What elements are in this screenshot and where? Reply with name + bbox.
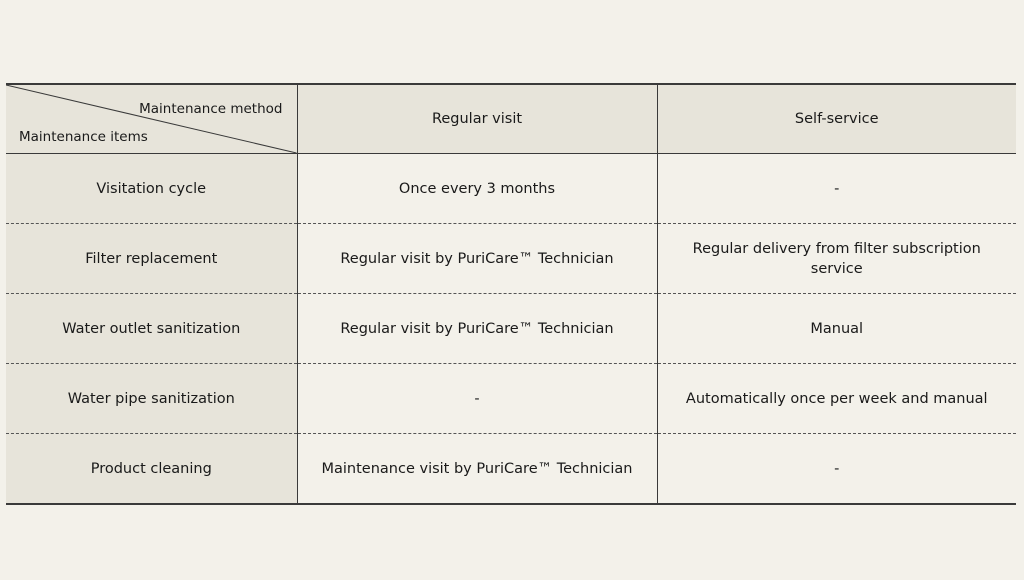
regular-visit-cell: - xyxy=(297,364,657,434)
column-header-self-service: Self-service xyxy=(657,84,1016,154)
regular-visit-cell: Maintenance visit by PuriCare™ Technician xyxy=(297,434,657,505)
self-service-cell: Automatically once per week and manual xyxy=(657,364,1016,434)
table-row xyxy=(6,154,1016,224)
table-header-row xyxy=(6,84,1016,154)
regular-visit-cell: Regular visit by PuriCare™ Technician xyxy=(297,294,657,364)
table-row xyxy=(6,294,1016,364)
row-item-label: Visitation cycle xyxy=(6,154,297,224)
corner-header-cell xyxy=(6,84,297,154)
self-service-cell: Manual xyxy=(657,294,1016,364)
corner-label-items: Maintenance items xyxy=(19,129,148,145)
self-service-cell: Regular delivery from filter subscription service xyxy=(657,224,1016,294)
self-service-cell: - xyxy=(657,434,1016,505)
regular-visit-cell: Regular visit by PuriCare™ Technician xyxy=(297,224,657,294)
row-item-label: Water pipe sanitization xyxy=(6,364,297,434)
corner-label-method: Maintenance method xyxy=(139,101,283,117)
regular-visit-cell: Once every 3 months xyxy=(297,154,657,224)
self-service-cell: - xyxy=(657,154,1016,224)
row-item-label: Product cleaning xyxy=(6,434,297,505)
table-row xyxy=(6,224,1016,294)
row-item-label: Water outlet sanitization xyxy=(6,294,297,364)
maintenance-table xyxy=(6,83,1016,505)
maintenance-table-container xyxy=(6,83,1016,505)
table-row xyxy=(6,434,1016,505)
row-item-label: Filter replacement xyxy=(6,224,297,294)
column-header-regular-visit: Regular visit xyxy=(297,84,657,154)
table-row xyxy=(6,364,1016,434)
